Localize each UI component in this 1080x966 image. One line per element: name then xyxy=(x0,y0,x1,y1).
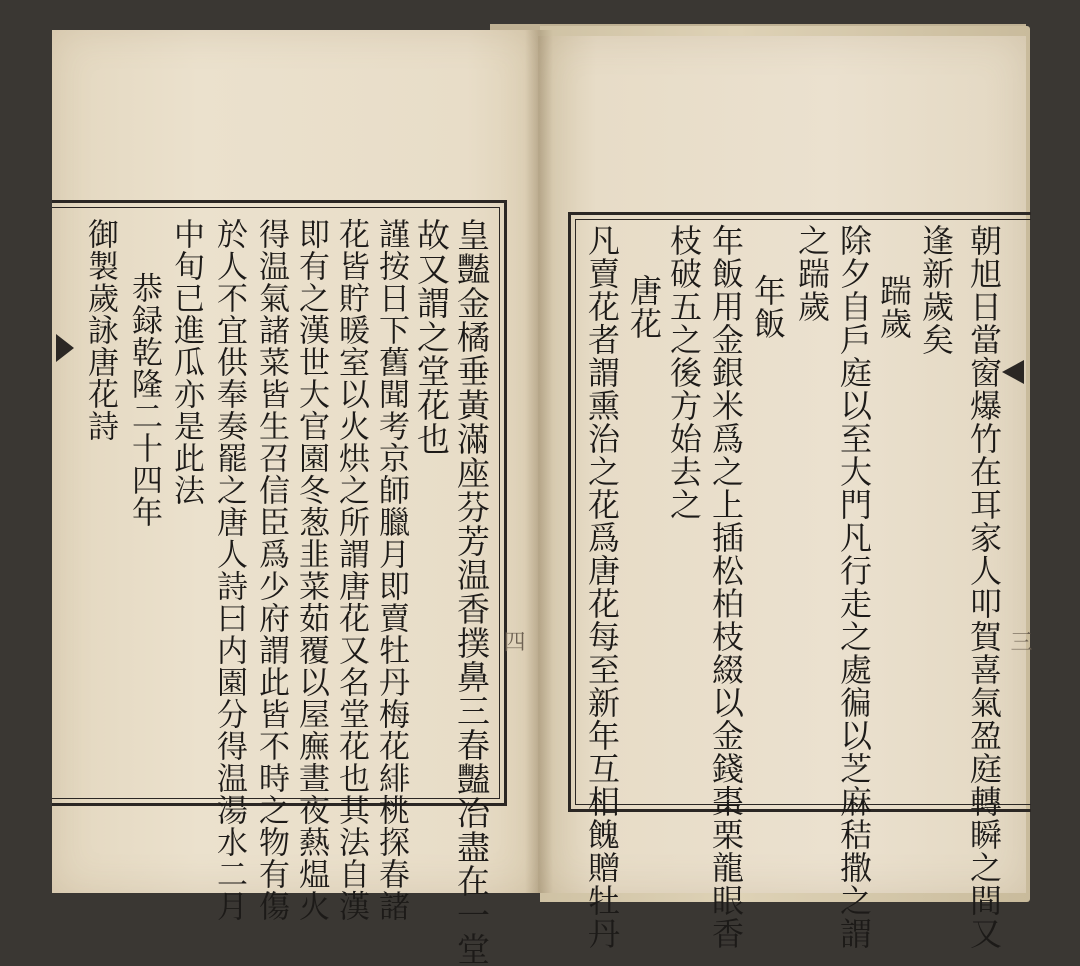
text-column: 之踹歲 xyxy=(793,224,831,323)
fish-tail-mark-left xyxy=(56,334,74,362)
text-column: 恭録乾隆二十四年 xyxy=(126,272,162,528)
text-column: 故又謂之堂花也 xyxy=(412,218,451,456)
text-column: 花皆貯暖室以火烘之所謂唐花又名堂花也其法自漢 xyxy=(333,218,369,922)
text-column: 中旬已進瓜亦是此法 xyxy=(168,218,204,506)
text-column: 凡賣花者謂熏治之花爲唐花每至新年互相餽贈牡丹 xyxy=(583,224,621,950)
text-column: 得温氣諸菜皆生召信臣爲少府謂此皆不時之物有傷 xyxy=(253,218,289,922)
folio-number: 三 xyxy=(1007,630,1032,652)
folio-number: 四 xyxy=(500,630,525,652)
text-column: 御製歲詠唐花詩 xyxy=(82,218,118,442)
text-column: 於人不宜供奉奏罷之唐人詩曰内園分得温湯水二月 xyxy=(211,218,247,922)
text-column: 除夕自戶庭以至大門凡行走之處徧以芝麻秸撒之謂 xyxy=(835,224,873,950)
text-column: 朝旭日當窗爆竹在耳家人叩賀喜氣盈庭轉瞬之間又 xyxy=(965,224,1003,950)
text-column: 年飯用金銀米爲之上插松柏枝綴以金錢棗栗龍眼香 xyxy=(707,224,745,950)
gutter-shadow xyxy=(525,30,553,893)
text-column: 枝破五之後方始去之 xyxy=(665,224,703,521)
text-column: 皇豔金橘垂黃滿座芬芳温香撲鼻三春豔冶盡在一堂 xyxy=(452,218,491,966)
section-heading: 年飯 xyxy=(749,274,787,340)
section-heading: 踹歲 xyxy=(875,274,913,340)
section-heading: 唐花 xyxy=(625,274,663,340)
fish-tail-mark-right xyxy=(1002,360,1024,384)
text-column: 即有之漢世大官園冬葱韭菜茹覆以屋廡晝夜爇煴火 xyxy=(293,218,329,922)
text-column: 逢新歲矣 xyxy=(917,224,955,356)
text-column: 謹按日下舊聞考京師臘月即賣牡丹梅花緋桃探春諸 xyxy=(373,218,409,922)
